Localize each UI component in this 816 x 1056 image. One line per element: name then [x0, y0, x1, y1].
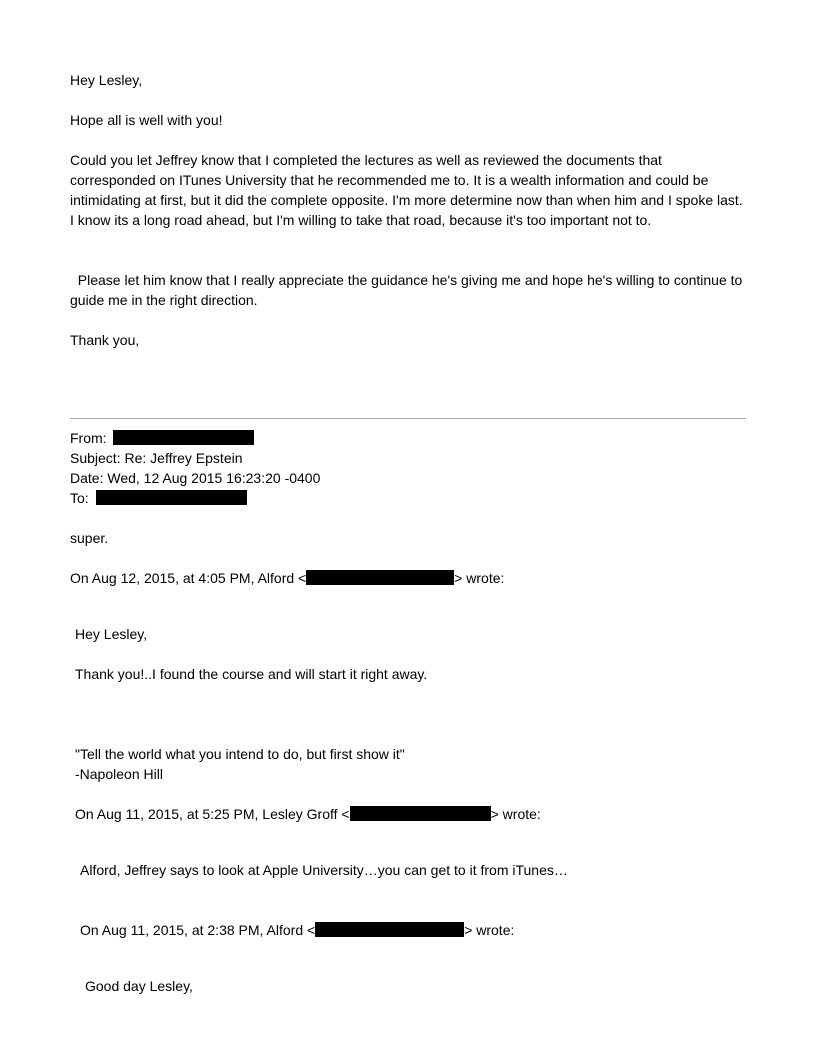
header-subject: Subject: Re: Jeffrey Epstein	[70, 450, 243, 466]
quoted-greeting-1: Hey Lesley,	[75, 626, 148, 642]
quote-header-suffix: > wrote:	[490, 806, 541, 822]
quote-header-1	[70, 568, 504, 588]
redaction-block	[350, 806, 491, 821]
quote-header-3	[80, 920, 514, 940]
header-from	[70, 428, 254, 448]
header-to	[70, 488, 247, 508]
signature-quote: "Tell the world what you intend to do, but first show it"	[75, 746, 405, 762]
quoted-greeting-3: Good day Lesley,	[85, 978, 193, 994]
quote-header-suffix: > wrote:	[454, 570, 505, 586]
email-closing: Thank you,	[70, 332, 140, 348]
email-body-paragraph-2: Please let him know that I really appreciate the guidance he's giving me and hope he's willing to continue to guide me in the right direction.	[70, 272, 747, 308]
quote-header-prefix: On Aug 12, 2015, at 4:05 PM, Alford <	[70, 570, 307, 586]
to-label: To:	[70, 490, 89, 506]
reply-text: super.	[70, 530, 109, 546]
quote-header-prefix: On Aug 11, 2015, at 2:38 PM, Alford <	[80, 922, 316, 938]
email-greeting: Hey Lesley,	[70, 72, 143, 88]
redaction-block	[315, 922, 464, 937]
quoted-body-2: Alford, Jeffrey says to look at Apple University…you can get to it from iTunes…	[80, 862, 568, 878]
redaction-block	[306, 570, 454, 585]
quoted-body-1: Thank you!..I found the course and will start it right away.	[75, 666, 428, 682]
redaction-block	[113, 430, 254, 445]
quote-header-prefix: On Aug 11, 2015, at 5:25 PM, Lesley Groff <	[75, 806, 350, 822]
email-body-paragraph-1: Could you let Jeffrey know that I completed the lectures as well as reviewed the documents that corresponded on ITunes University that he recommended me to. It is a wealth information and could be intimidating at first, but it did the complete opposite. I'm more determine now than when him and I spoke last. I know its a long road ahead, but I'm willing to take that road, because it's too important not to.	[70, 152, 743, 228]
email-hope-line: Hope all is well with you!	[70, 112, 223, 128]
divider	[70, 418, 746, 419]
quote-header-2	[75, 804, 541, 824]
quote-header-suffix: > wrote:	[464, 922, 515, 938]
from-label: From:	[70, 430, 107, 446]
redaction-block	[96, 490, 247, 505]
signature-author: -Napoleon Hill	[75, 766, 163, 782]
header-date: Date: Wed, 12 Aug 2015 16:23:20 -0400	[70, 470, 321, 486]
